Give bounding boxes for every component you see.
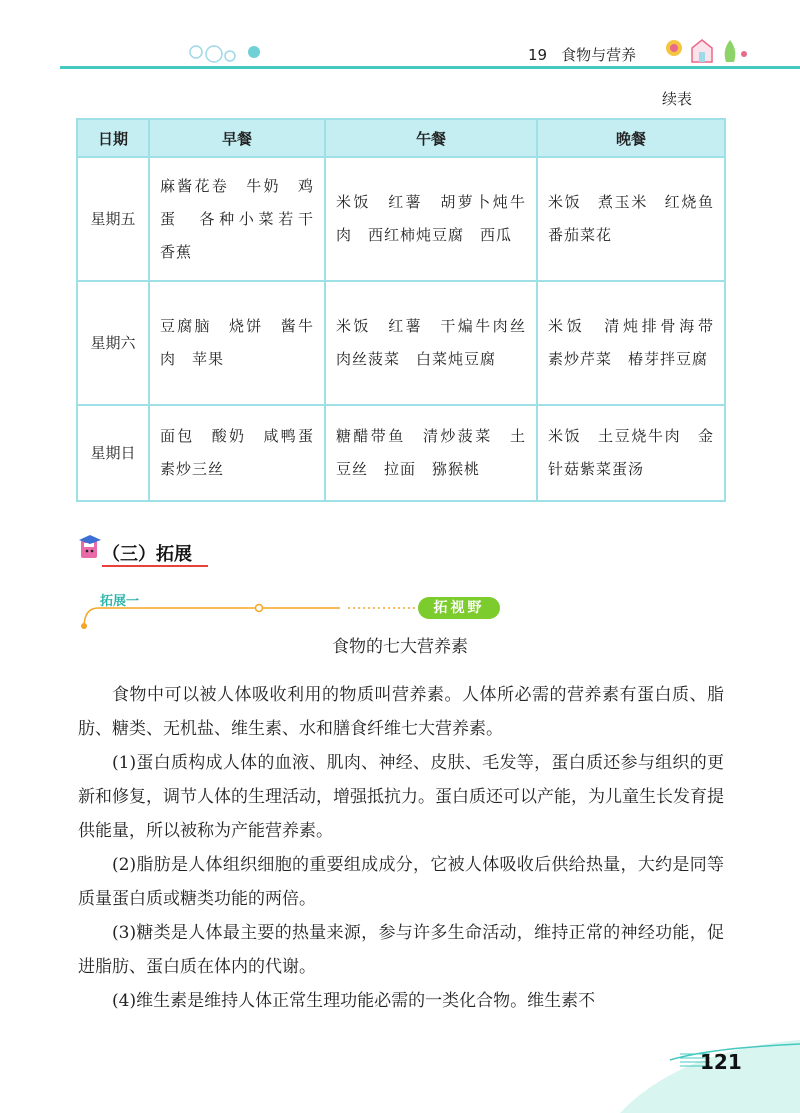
paragraph: (1)蛋白质构成人体的血液、肌肉、神经、皮肤、毛发等，蛋白质还参与组织的更新和修复，调节人体的生理活动，增强抵抗力。蛋白质还可以产能，为儿童生长发育提供能量，所以被称为产能营养素。 (78, 753, 724, 841)
paragraph: (4)维生素是维持人体正常生理功能必需的一类化合物。维生素不 (112, 991, 596, 1011)
day-cell: 星期五 (77, 157, 149, 281)
chapter-heading (528, 44, 650, 65)
day-cell: 星期六 (77, 281, 149, 405)
table-row (77, 405, 725, 501)
header-breakfast: 早餐 (149, 119, 325, 157)
chapter-number: 19 (528, 46, 548, 64)
paragraph: (3)糖类是人体最主要的热量来源，参与许多生命活动，维持正常的神经功能，促进脂肪、蛋白质在体内的代谢。 (78, 923, 724, 977)
extension-divider (70, 594, 430, 630)
page-header (0, 0, 800, 80)
extension-label: 拓展一 (100, 594, 140, 609)
section-title-underline (102, 565, 208, 567)
dinner-cell: 米饭 土豆烧牛肉 金针菇紫菜蛋汤 (537, 405, 725, 501)
broaden-horizon-badge: 拓视野 (418, 597, 500, 619)
meal-table (76, 118, 731, 502)
lunch-cell: 米饭 红薯 胡萝卜炖牛肉 西红柿炖豆腐 西瓜 (325, 157, 537, 281)
article-body (78, 678, 724, 1018)
paragraph: (2)脂肪是人体组织细胞的重要组成成分，它被人体吸收后供给热量，大约是同等质量蛋白质或糖类功能的两倍。 (78, 855, 724, 909)
day-cell: 星期日 (77, 405, 149, 501)
breakfast-cell: 豆腐脑 烧饼 酱牛肉 苹果 (149, 281, 325, 405)
header-lunch: 午餐 (325, 119, 537, 157)
article-title: 食物的七大营养素 (332, 637, 468, 657)
table-header-row (77, 119, 725, 157)
book-mascot-icon (78, 534, 102, 560)
page-number: 121 (700, 1050, 742, 1074)
section-title: （三）拓展 (102, 544, 192, 565)
cartoon-house-icon (664, 34, 754, 66)
header-dinner: 晚餐 (537, 119, 725, 157)
table-row (77, 157, 725, 281)
breakfast-cell: 麻酱花卷 牛奶 鸡蛋 各种小菜若干 香蕉 (149, 157, 325, 281)
continued-table-label: 续表 (662, 90, 693, 108)
lunch-cell: 米饭 红薯 干煸牛肉丝 肉丝菠菜 白菜炖豆腐 (325, 281, 537, 405)
dinner-cell: 米饭 清炖排骨海带 素炒芹菜 椿芽拌豆腐 (537, 281, 725, 405)
footer-wave-decoration (560, 1030, 800, 1113)
paragraph: 食物中可以被人体吸收利用的物质叫营养素。人体所必需的营养素有蛋白质、脂肪、糖类、无机盐、维生素、水和膳食纤维七大营养素。 (78, 685, 724, 739)
header-date: 日期 (77, 119, 149, 157)
table-row (77, 281, 725, 405)
breakfast-cell: 面包 酸奶 咸鸭蛋 素炒三丝 (149, 405, 325, 501)
bubble-decoration-icon (188, 38, 268, 68)
chapter-title: 食物与营养 (561, 46, 637, 64)
dinner-cell: 米饭 煮玉米 红烧鱼 番茄菜花 (537, 157, 725, 281)
lunch-cell: 糖醋带鱼 清炒菠菜 土豆丝 拉面 猕猴桃 (325, 405, 537, 501)
header-rule (60, 66, 800, 69)
